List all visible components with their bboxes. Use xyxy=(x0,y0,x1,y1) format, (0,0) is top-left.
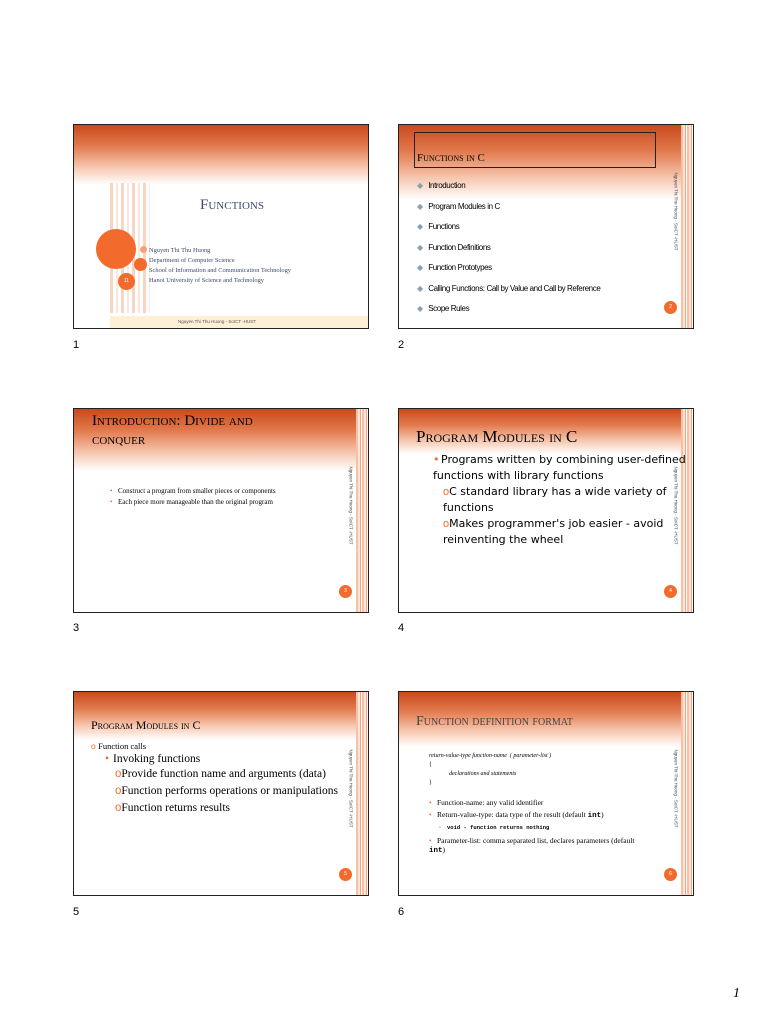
side-author-text: Nguyen Thi Thu Huong - SoICT -HUST xyxy=(673,172,679,251)
side-author-text: Nguyen Thi Thu Huong - SoICT -HUST xyxy=(348,749,354,828)
author-univ: Hanoi University of Science and Technology xyxy=(149,277,264,284)
slide-number-label: 4 xyxy=(398,622,405,634)
slide-3 xyxy=(73,408,369,613)
slide-2 xyxy=(398,124,694,329)
sub-list-item: oC standard library has a wide variety of functions xyxy=(443,485,667,514)
slide-number-label: 6 xyxy=(398,906,405,918)
page-badge: 5 xyxy=(339,868,352,881)
page-badge: 6 xyxy=(664,868,677,881)
slide-header-gradient xyxy=(74,125,368,185)
circle-small xyxy=(140,246,147,253)
code-line: } xyxy=(429,780,432,786)
circle-medium xyxy=(134,258,147,271)
slide-title: Functions xyxy=(200,197,264,213)
list-item: ◆ Functions xyxy=(417,222,460,231)
side-author-text: Nguyen Thi Thu Huong - SoICT -HUST xyxy=(673,466,679,545)
level3-list xyxy=(91,767,341,816)
list-item: ◆ Introduction xyxy=(417,181,466,190)
slide-number-label: 3 xyxy=(73,622,80,634)
list-item: • Return-value-type: data type of the result (default int) xyxy=(429,810,647,821)
slide-title: Program Modules in C xyxy=(416,427,578,446)
code-line: declarations and statements xyxy=(449,771,517,777)
circle-badge: 11 xyxy=(118,273,135,290)
slide-4 xyxy=(398,408,694,613)
list-item: • Parameter-list: comma separated list, declares parameters (default int) xyxy=(429,836,647,856)
right-bar xyxy=(356,409,368,612)
page-number: 1 xyxy=(733,986,740,1001)
bullet-block xyxy=(91,741,341,816)
list-item: • Function-name: any valid identifier xyxy=(429,798,647,807)
toc-list xyxy=(417,181,600,325)
sub-list-item: oMakes programmer's job easier - avoid reinventing the wheel xyxy=(443,517,664,546)
slide-number-label: 2 xyxy=(398,339,405,351)
code-line: { xyxy=(429,762,432,768)
list-item: • Each piece more manageable than the original program xyxy=(110,497,276,508)
page-badge: 4 xyxy=(664,585,677,598)
slide-5 xyxy=(73,691,369,896)
list-item: ◆ Calling Functions: Call by Value and Call by Reference xyxy=(417,283,601,293)
bullet-block xyxy=(429,798,647,856)
list-item: ◆ Program Modules in C xyxy=(417,201,500,211)
list-item: ◆ Scope Rules xyxy=(417,304,470,313)
bullet-block xyxy=(433,452,693,548)
side-author-text: Nguyen Thi Thu Huong - SoICT -HUST xyxy=(673,749,679,828)
right-bar xyxy=(356,692,368,895)
sub-list-item: • void - function returns nothing xyxy=(429,823,647,833)
slide-number-label: 1 xyxy=(73,339,80,351)
slide-title: Program Modules in C xyxy=(91,718,201,732)
list-item: • Programs written by combining user-defined functions with library functions xyxy=(433,452,693,484)
author-block xyxy=(149,246,291,286)
level2-item: • Invoking functions xyxy=(91,753,341,765)
code-block xyxy=(429,752,551,788)
right-bar xyxy=(681,692,693,895)
right-bar xyxy=(681,125,693,328)
level1-item: o Function calls xyxy=(91,741,147,751)
slide-title xyxy=(92,412,253,450)
list-item: ◆ Function Definitions xyxy=(417,242,491,252)
bullet-list xyxy=(110,486,276,508)
slide-title: Functions in C xyxy=(417,152,485,164)
page-badge: 2 xyxy=(664,301,677,314)
sub-list-item: oProvide function name and arguments (data) xyxy=(115,768,326,780)
slide-footer: Nguyen Thi Thu Huong - SoICT -HUST xyxy=(178,319,257,324)
code-line: return-value-type function-name ( parameter-list ) xyxy=(429,753,552,759)
title-line-2: conquer xyxy=(92,432,146,448)
slide-1 xyxy=(73,124,369,329)
sub-list-item: oFunction returns results xyxy=(115,802,231,814)
title-line-1: Introduction: Divide and xyxy=(92,413,253,429)
sub-list-item: oFunction performs operations or manipulations xyxy=(115,785,338,797)
list-item: ◆ Function Prototypes xyxy=(417,263,492,272)
page-badge: 3 xyxy=(339,585,352,598)
slide-number-label: 5 xyxy=(73,906,80,918)
author-name: Nguyen Thi Thu Huong xyxy=(149,247,211,254)
circle-large xyxy=(96,229,136,269)
side-author-text: Nguyen Thi Thu Huong - SoICT -HUST xyxy=(348,466,354,545)
author-dept: Department of Computer Science xyxy=(149,257,235,264)
list-item: • Construct a program from smaller pieces or components xyxy=(110,486,276,497)
slide-title: Function definition format xyxy=(416,714,574,729)
author-school: School of Information and Communication Technology xyxy=(149,267,291,274)
slide-6 xyxy=(398,691,694,896)
